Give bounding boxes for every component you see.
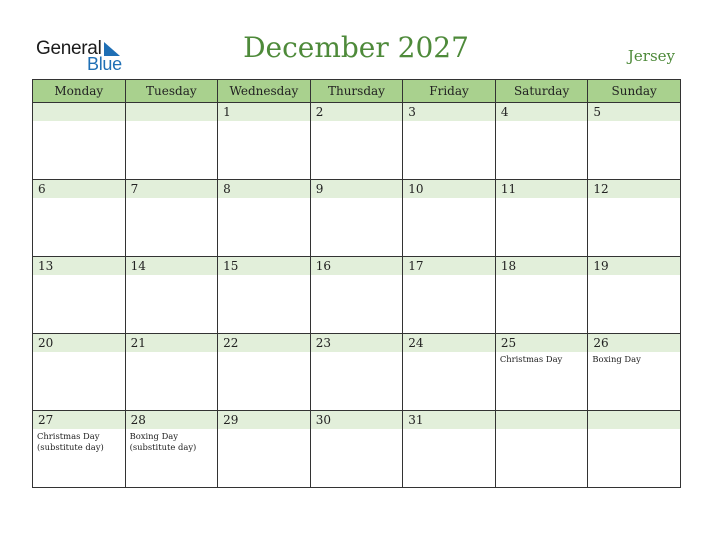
day-cell [588,411,681,488]
holiday-label [311,352,403,354]
holiday-label [496,121,588,123]
day-number: 14 [126,257,218,275]
day-cell [588,103,681,180]
calendar-grid [32,79,681,488]
week-row [33,103,681,180]
holiday-label [588,429,680,431]
holiday-label [126,275,218,277]
day-number: 8 [218,180,310,198]
holiday-label [588,275,680,277]
holiday-label [33,198,125,200]
day-cell [495,180,588,257]
day-cell [33,257,126,334]
weekday-header-row [33,80,681,103]
holiday-label [126,198,218,200]
weekday-header: Thursday [310,80,403,103]
day-cell [33,411,126,488]
day-cell [218,411,311,488]
day-cell [310,257,403,334]
day-number [126,103,218,121]
weekday-header: Tuesday [125,80,218,103]
day-cell [310,411,403,488]
calendar-title: December 2027 [243,31,469,64]
day-number: 22 [218,334,310,352]
holiday-label [311,429,403,431]
holiday-label [33,275,125,277]
holiday-label [403,352,495,354]
day-number [588,411,680,429]
holiday-label [311,198,403,200]
holiday-label [218,352,310,354]
day-cell [125,257,218,334]
week-row [33,180,681,257]
day-number: 4 [496,103,588,121]
day-number: 12 [588,180,680,198]
weekday-header: Sunday [588,80,681,103]
holiday-label [218,121,310,123]
day-number: 9 [311,180,403,198]
week-row [33,257,681,334]
weekday-header: Wednesday [218,80,311,103]
holiday-label [218,429,310,431]
holiday-label: Boxing Day [592,354,641,364]
day-number: 3 [403,103,495,121]
day-cell [33,334,126,411]
day-cell [403,257,496,334]
day-number: 15 [218,257,310,275]
day-cell [125,334,218,411]
logo-blue-text: Blue [87,54,122,74]
holiday-label: Christmas Day (substitute day) [37,431,104,452]
day-number: 2 [311,103,403,121]
day-number: 27 [33,411,125,429]
holiday-label [33,352,125,354]
holiday-label: Boxing Day (substitute day) [129,431,197,452]
day-number: 28 [126,411,218,429]
day-number: 16 [311,257,403,275]
holiday-label: Christmas Day [499,354,563,364]
day-cell [588,257,681,334]
holiday-label [403,121,495,123]
day-cell [588,334,681,411]
holiday-label [126,121,218,123]
day-cell [218,257,311,334]
day-cell [310,103,403,180]
day-cell [125,180,218,257]
day-number: 20 [33,334,125,352]
day-number: 6 [33,180,125,198]
holiday-label [311,121,403,123]
day-cell [495,103,588,180]
day-cell [403,103,496,180]
holiday-label [496,275,588,277]
day-cell [495,334,588,411]
day-number: 21 [126,334,218,352]
day-number: 7 [126,180,218,198]
day-cell [495,411,588,488]
day-number: 11 [496,180,588,198]
day-cell [588,180,681,257]
day-number: 19 [588,257,680,275]
holiday-label [496,429,588,431]
day-number: 13 [33,257,125,275]
day-cell [218,103,311,180]
holiday-label [218,198,310,200]
day-number [496,411,588,429]
weekday-header: Friday [403,80,496,103]
day-number: 1 [218,103,310,121]
holiday-label [126,352,218,354]
day-number: 25 [496,334,588,352]
weekday-header: Monday [33,80,126,103]
holiday-label [403,198,495,200]
holiday-label [588,121,680,123]
day-cell [33,103,126,180]
day-number: 17 [403,257,495,275]
day-number: 31 [403,411,495,429]
day-cell [403,180,496,257]
day-number: 24 [403,334,495,352]
day-cell [495,257,588,334]
day-number: 5 [588,103,680,121]
holiday-label [33,121,125,123]
day-cell [403,334,496,411]
holiday-label [588,198,680,200]
week-row [33,334,681,411]
day-number: 18 [496,257,588,275]
day-cell [125,103,218,180]
holiday-label [403,429,495,431]
day-number: 30 [311,411,403,429]
day-cell [310,334,403,411]
day-number: 10 [403,180,495,198]
logo-general-text: General [36,38,102,59]
week-row [33,411,681,488]
holiday-label [403,275,495,277]
holiday-label [496,198,588,200]
day-cell [218,180,311,257]
day-cell [218,334,311,411]
calendar-region: Jersey [627,47,675,65]
holiday-label [218,275,310,277]
day-number [33,103,125,121]
day-number: 23 [311,334,403,352]
day-number: 26 [588,334,680,352]
day-cell [33,180,126,257]
day-cell [403,411,496,488]
day-number: 29 [218,411,310,429]
day-cell [310,180,403,257]
holiday-label [311,275,403,277]
weekday-header: Saturday [495,80,588,103]
day-cell [125,411,218,488]
